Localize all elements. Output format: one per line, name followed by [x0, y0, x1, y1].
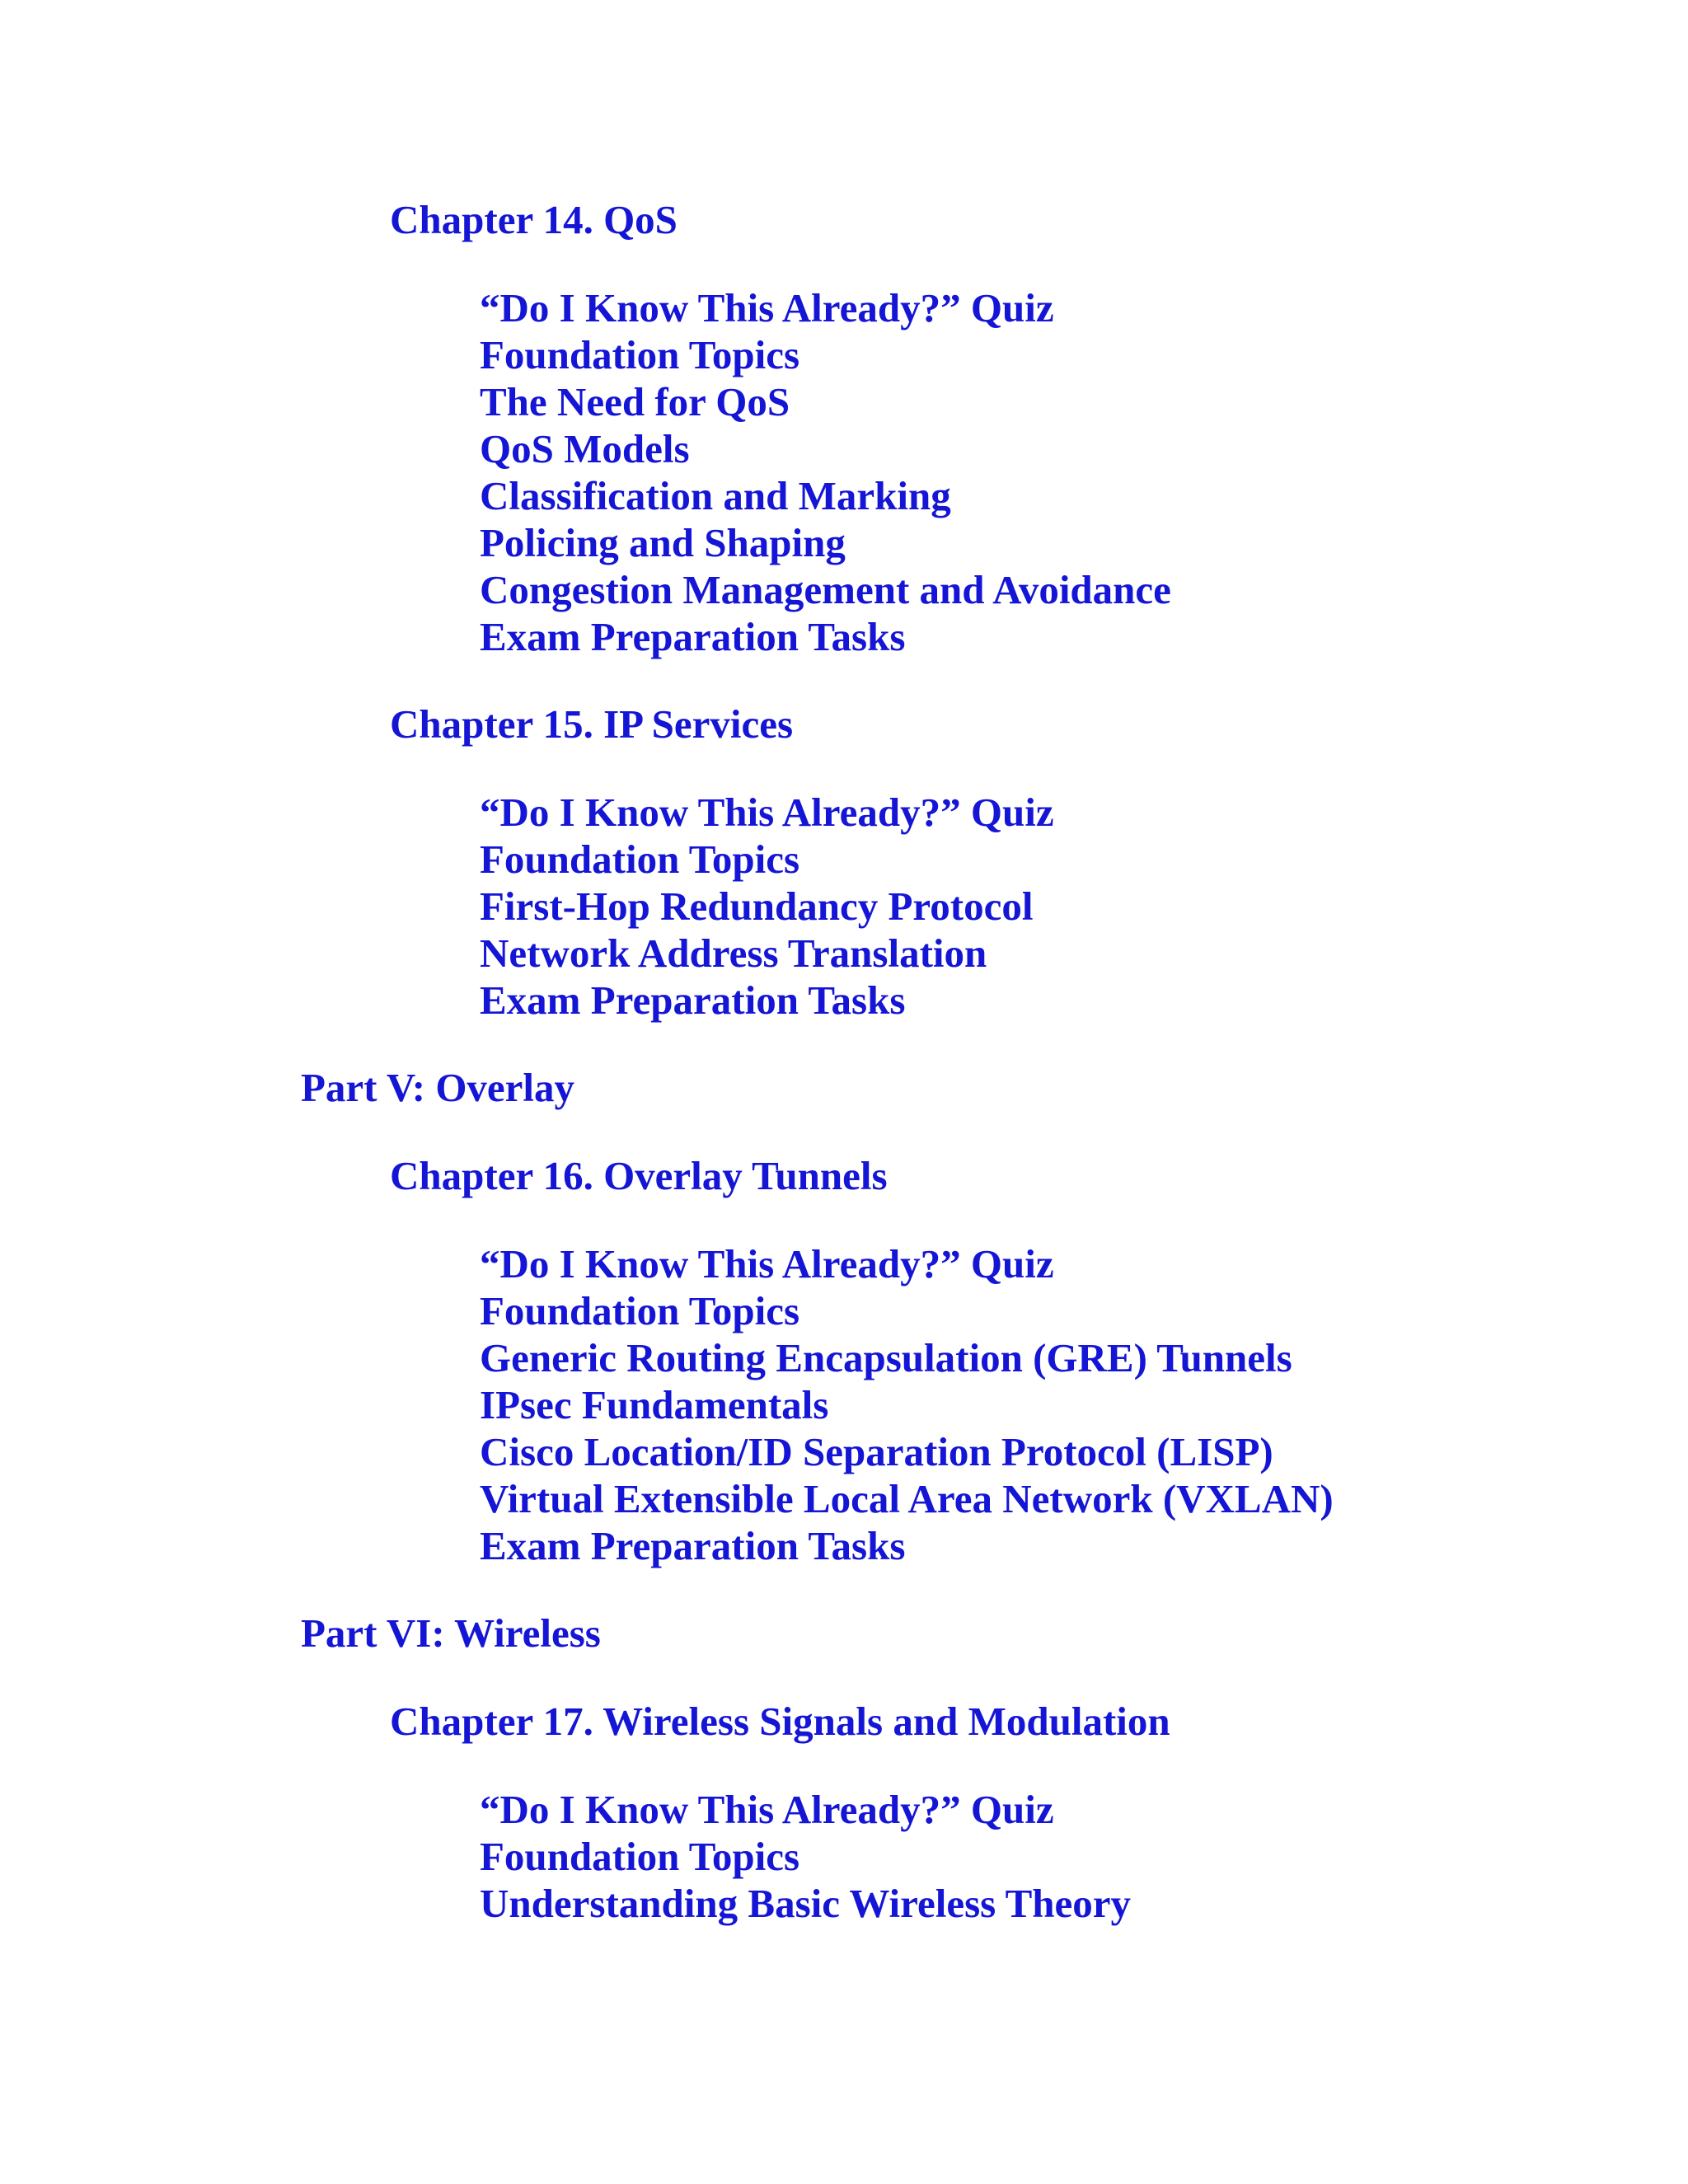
toc-section-ch16-ipsec[interactable]: IPsec Fundamentals [480, 1382, 829, 1427]
toc-section-ch17-quiz[interactable]: “Do I Know This Already?” Quiz [480, 1787, 1054, 1832]
toc-section-ch15-foundation-topics[interactable]: Foundation Topics [480, 837, 800, 882]
toc-section-ch16-gre-tunnels[interactable]: Generic Routing Encapsulation (GRE) Tunnels [480, 1335, 1292, 1380]
toc-section-ch14-need-for-qos[interactable]: The Need for QoS [480, 379, 790, 424]
toc-section-ch14-exam-prep[interactable]: Exam Preparation Tasks [480, 614, 906, 659]
toc-section-ch15-fhrp[interactable]: First-Hop Redundancy Protocol [480, 883, 1034, 929]
toc-section-ch17-foundation-topics[interactable]: Foundation Topics [480, 1834, 800, 1879]
toc-chapter-17[interactable]: Chapter 17. Wireless Signals and Modulation [390, 1699, 1170, 1744]
toc-section-ch16-foundation-topics[interactable]: Foundation Topics [480, 1288, 800, 1333]
toc-part-5[interactable]: Part V: Overlay [301, 1065, 575, 1110]
toc-part-6[interactable]: Part VI: Wireless [301, 1610, 601, 1656]
toc-section-ch15-nat[interactable]: Network Address Translation [480, 930, 987, 976]
toc-section-ch14-quiz[interactable]: “Do I Know This Already?” Quiz [480, 285, 1054, 330]
toc-section-ch14-qos-models[interactable]: QoS Models [480, 426, 690, 471]
toc-section-ch16-quiz[interactable]: “Do I Know This Already?” Quiz [480, 1241, 1054, 1286]
toc-chapter-16[interactable]: Chapter 16. Overlay Tunnels [390, 1153, 888, 1198]
toc-chapter-14[interactable]: Chapter 14. QoS [390, 197, 678, 242]
toc-section-ch16-lisp[interactable]: Cisco Location/ID Separation Protocol (LISP) [480, 1429, 1273, 1474]
toc-section-ch14-classification-marking[interactable]: Classification and Marking [480, 473, 951, 518]
toc-section-ch16-exam-prep[interactable]: Exam Preparation Tasks [480, 1523, 906, 1568]
toc-section-ch14-foundation-topics[interactable]: Foundation Topics [480, 332, 800, 377]
toc-section-ch14-policing-shaping[interactable]: Policing and Shaping [480, 520, 846, 565]
toc-section-ch16-vxlan[interactable]: Virtual Extensible Local Area Network (VXLAN) [480, 1476, 1334, 1521]
toc-section-ch15-exam-prep[interactable]: Exam Preparation Tasks [480, 977, 906, 1023]
toc-section-ch17-wireless-theory[interactable]: Understanding Basic Wireless Theory [480, 1881, 1132, 1926]
toc-section-ch15-quiz[interactable]: “Do I Know This Already?” Quiz [480, 790, 1054, 835]
toc-chapter-15[interactable]: Chapter 15. IP Services [390, 701, 794, 747]
toc-section-ch14-congestion[interactable]: Congestion Management and Avoidance [480, 567, 1171, 612]
